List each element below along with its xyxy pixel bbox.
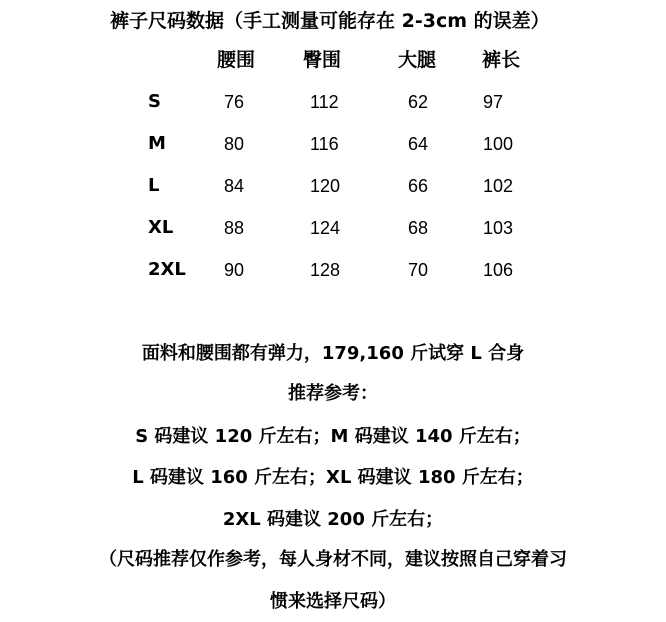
disclaimer-line-1: （尺码推荐仅作参考，每人身材不同，建议按照自己穿着习 bbox=[99, 549, 567, 570]
table-cell: 76 bbox=[224, 92, 245, 112]
size-label-m: M bbox=[148, 133, 166, 154]
size-label-l: L bbox=[148, 175, 160, 196]
recommend-line-3: 2XL 码建议 200 斤左右； bbox=[222, 509, 444, 530]
recommend-line-1: S 码建议 120 斤左右；M 码建议 140 斤左右； bbox=[135, 426, 531, 447]
header-hip: 臀围 bbox=[303, 49, 342, 71]
table-cell: 106 bbox=[483, 260, 514, 280]
table-cell: 128 bbox=[310, 260, 341, 280]
size-label-s: S bbox=[148, 91, 161, 112]
recommend-title: 推荐参考： bbox=[288, 383, 378, 404]
table-cell: 88 bbox=[224, 218, 245, 238]
table-cell: 112 bbox=[310, 92, 339, 112]
table-cell: 116 bbox=[310, 134, 339, 154]
table-cell: 120 bbox=[310, 176, 341, 196]
table-cell: 68 bbox=[408, 218, 429, 238]
elastic-note: 面料和腰围都有弹力，179,160 斤试穿 L 合身 bbox=[141, 343, 525, 364]
table-cell: 70 bbox=[408, 260, 429, 280]
table-cell: 62 bbox=[408, 92, 429, 112]
table-cell: 64 bbox=[408, 134, 429, 154]
header-thigh: 大腿 bbox=[398, 49, 437, 71]
table-cell: 90 bbox=[224, 260, 245, 280]
header-length: 裤长 bbox=[482, 49, 521, 71]
table-cell: 100 bbox=[483, 134, 514, 154]
table-cell: 80 bbox=[224, 134, 245, 154]
disclaimer-line-2: 惯来选择尺码） bbox=[270, 591, 396, 612]
recommend-line-2: L 码建议 160 斤左右；XL 码建议 180 斤左右； bbox=[132, 467, 534, 488]
size-label-xl: XL bbox=[148, 217, 174, 238]
table-cell: 84 bbox=[224, 176, 245, 196]
size-label-2xl: 2XL bbox=[148, 259, 186, 280]
table-cell: 124 bbox=[310, 218, 341, 238]
table-cell: 66 bbox=[408, 176, 429, 196]
page-title: 裤子尺码数据（手工测量可能存在 2-3cm 的误差） bbox=[110, 10, 550, 32]
table-cell: 102 bbox=[483, 176, 514, 196]
header-waist: 腰围 bbox=[217, 49, 256, 71]
table-cell: 97 bbox=[483, 92, 504, 112]
table-cell: 103 bbox=[483, 218, 514, 238]
size-table bbox=[0, 0, 666, 300]
